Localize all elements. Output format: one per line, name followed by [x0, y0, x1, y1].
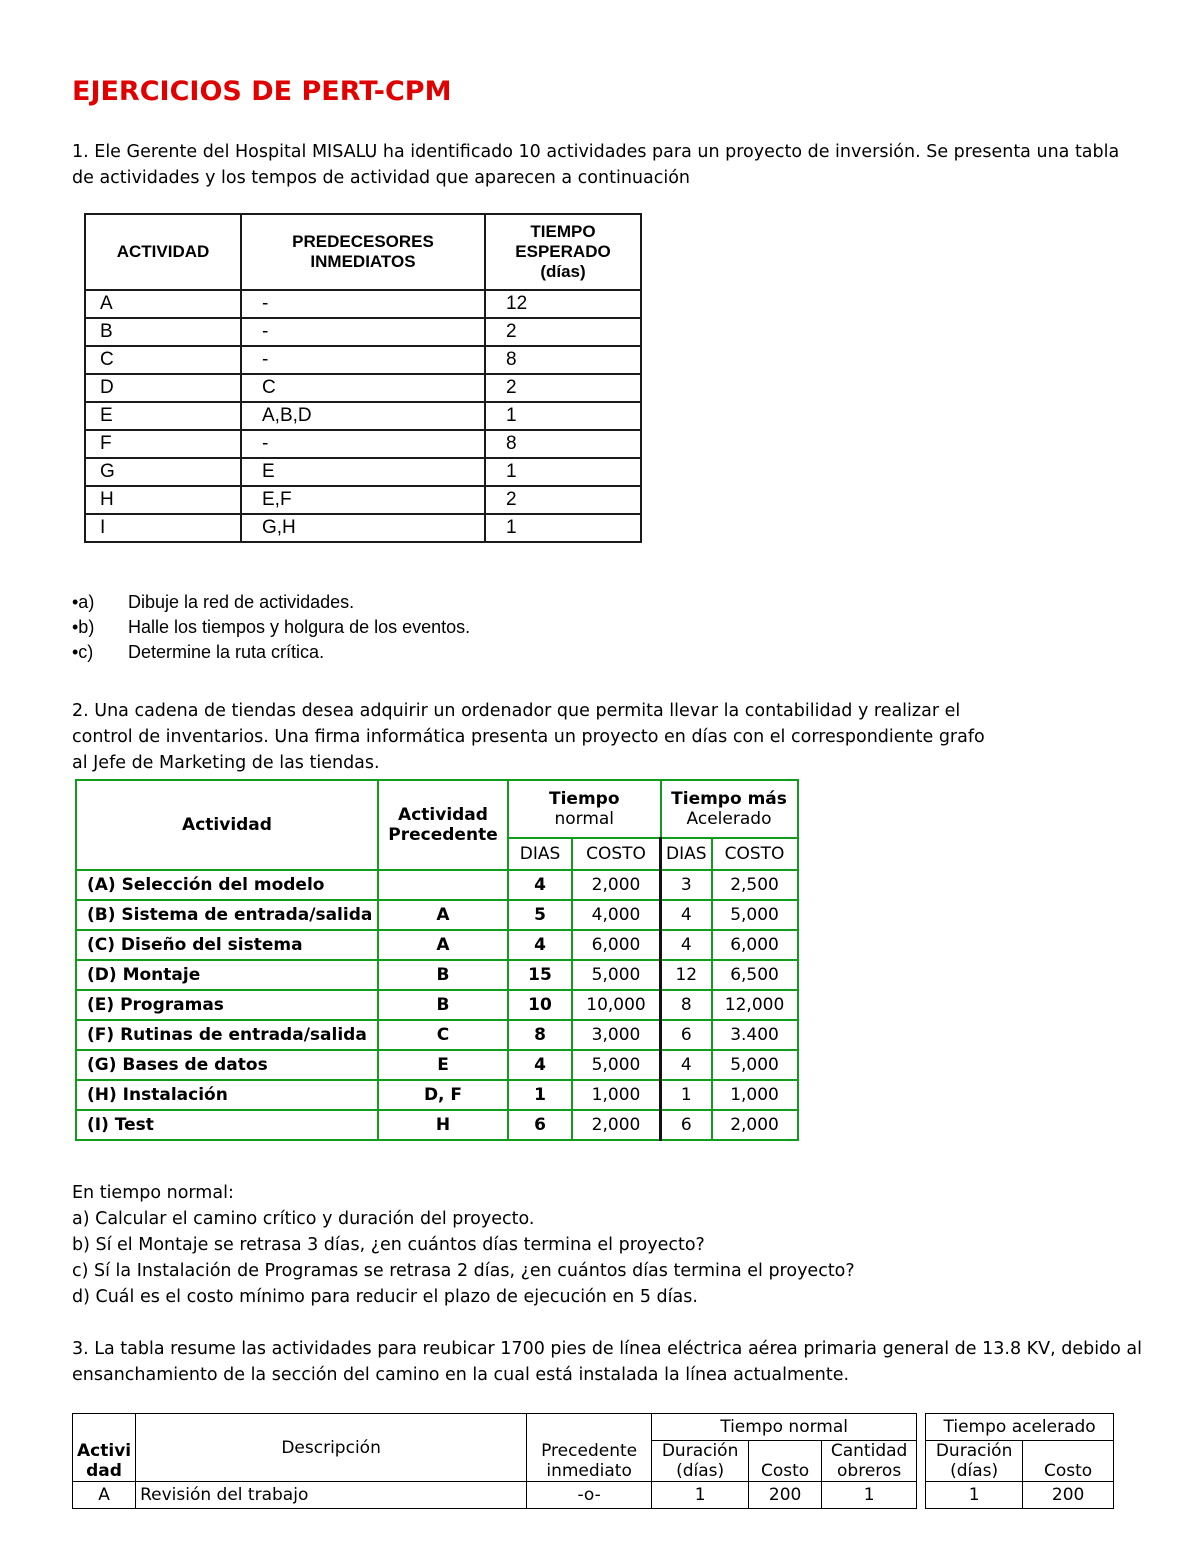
ex3-header-descripcion	[136, 1414, 527, 1482]
ex3-header-text: inmediato	[546, 1460, 632, 1481]
ex1-cell-pred: E,F	[241, 486, 485, 514]
ex2-intro-line: 2. Una cadena de tiendas desea adquirir un ordenador que permita llevar la contabilidad y realizar el	[72, 701, 961, 721]
table-row	[73, 1482, 1114, 1509]
ex3-header-tiempo-normal: Tiempo normal	[652, 1414, 917, 1441]
ex1-cell-time: 1	[485, 514, 641, 542]
table-row	[85, 290, 641, 318]
ex2-header-text: Actividad	[398, 805, 488, 825]
ex2-cell-nc: 10,000	[572, 990, 661, 1020]
ex2-cell-pred: H	[378, 1110, 508, 1140]
ex2-intro-line: control de inventarios. Una firma informática presenta un proyecto en días con el correspondiente grafo	[72, 727, 985, 747]
list-item	[72, 640, 470, 665]
ex2-cell-ac: 5,000	[712, 900, 798, 930]
ex3-header-actividad	[73, 1414, 136, 1482]
table-row	[85, 486, 641, 514]
ex2-cell-name: (E) Programas	[76, 990, 378, 1020]
ex1-header-actividad: ACTIVIDAD	[85, 214, 241, 290]
ex2-cell-ac: 6,000	[712, 930, 798, 960]
ex1-cell-act: A	[85, 290, 241, 318]
ex2-header-costo: COSTO	[572, 838, 661, 870]
table-row	[76, 1020, 798, 1050]
ex2-cell-name: (F) Rutinas de entrada/salida	[76, 1020, 378, 1050]
ex3-intro-line: ensanchamiento de la sección del camino en la cual está instalada la línea actualmente.	[72, 1365, 850, 1385]
ex2-activity-table	[75, 779, 799, 1141]
table-row	[85, 430, 641, 458]
ex2-header-text: Tiempo	[548, 789, 620, 809]
ex2-cell-ad: 1	[661, 1080, 712, 1110]
ex1-q-text: Dibuje la red de actividades.	[128, 592, 355, 612]
ex2-cell-name: (I) Test	[76, 1110, 378, 1140]
table-row	[85, 402, 641, 430]
ex3-header-duracion-acel	[926, 1441, 1023, 1482]
ex1-cell-act: G	[85, 458, 241, 486]
ex1-cell-pred: -	[241, 318, 485, 346]
ex2-cell-nc: 2,000	[572, 1110, 661, 1140]
ex2-cell-nc: 4,000	[572, 900, 661, 930]
ex2-cell-name: (C) Diseño del sistema	[76, 930, 378, 960]
ex1-cell-time: 2	[485, 374, 641, 402]
ex1-intro	[72, 139, 1119, 191]
ex2-header-costo: COSTO	[712, 838, 798, 870]
ex3-header-text: Duración	[661, 1441, 739, 1461]
ex1-q-letter: •b)	[72, 617, 95, 637]
ex1-cell-pred: G,H	[241, 514, 485, 542]
ex1-cell-act: I	[85, 514, 241, 542]
ex1-cell-act: C	[85, 346, 241, 374]
ex2-cell-pred: B	[378, 990, 508, 1020]
ex1-cell-time: 8	[485, 346, 641, 374]
ex2-cell-nd: 5	[508, 900, 572, 930]
ex3-header-text: Costo	[761, 1461, 810, 1481]
ex2-cell-ad: 4	[661, 900, 712, 930]
ex2-header-dias: DIAS	[661, 838, 712, 870]
ex2-cell-nc: 5,000	[572, 960, 661, 990]
ex2-cell-ad: 4	[661, 1050, 712, 1080]
ex1-cell-pred: A,B,D	[241, 402, 485, 430]
ex3-header-duracion	[652, 1441, 749, 1482]
ex2-cell-ac: 12,000	[712, 990, 798, 1020]
table-row	[76, 1050, 798, 1080]
ex2-header-text: Precedente	[388, 825, 498, 845]
ex3-header-text: dad	[86, 1460, 122, 1481]
ex3-header-text: (días)	[950, 1461, 999, 1481]
ex3-cell-adur: 1	[926, 1482, 1023, 1509]
ex3-header-text: (días)	[676, 1461, 725, 1481]
ex1-intro-line: de actividades y los tempos de actividad que aparecen a continuación	[72, 168, 691, 188]
ex2-cell-ac: 5,000	[712, 1050, 798, 1080]
ex2-header-actividad: Actividad	[76, 780, 378, 870]
ex1-questions	[72, 590, 470, 665]
ex2-header-text: Acelerado	[686, 809, 772, 829]
ex3-header-tiempo-acelerado: Tiempo acelerado	[926, 1414, 1114, 1441]
ex2-cell-ac: 6,500	[712, 960, 798, 990]
ex2-cell-pred: B	[378, 960, 508, 990]
ex3-cell-costo: 200	[749, 1482, 822, 1509]
ex1-cell-pred: C	[241, 374, 485, 402]
ex1-cell-pred: -	[241, 430, 485, 458]
ex1-q-letter: •a)	[72, 592, 95, 612]
ex3-activity-table	[72, 1413, 1114, 1509]
ex1-q-text: Halle los tiempos y holgura de los eventos.	[128, 617, 471, 637]
ex3-cell-prec: -o-	[527, 1482, 652, 1509]
ex2-cell-nd: 8	[508, 1020, 572, 1050]
ex3-header-precedente	[527, 1414, 652, 1482]
ex2-cell-name: (G) Bases de datos	[76, 1050, 378, 1080]
ex2-cell-nd: 1	[508, 1080, 572, 1110]
ex2-cell-pred: A	[378, 900, 508, 930]
ex2-header-precedente	[378, 780, 508, 870]
ex2-cell-nc: 1,000	[572, 1080, 661, 1110]
table-row	[85, 318, 641, 346]
ex3-header-text: Descripción	[281, 1437, 381, 1458]
ex3-cell-act: A	[73, 1482, 136, 1509]
ex2-cell-pred: E	[378, 1050, 508, 1080]
ex2-header-text: normal	[554, 809, 615, 829]
ex3-header-costo-acel	[1023, 1441, 1114, 1482]
ex2-cell-nd: 4	[508, 1050, 572, 1080]
ex2-cell-ac: 3.400	[712, 1020, 798, 1050]
ex1-q-letter: •c)	[72, 642, 94, 662]
ex3-header-text: obreros	[837, 1461, 902, 1481]
table-row	[76, 1080, 798, 1110]
ex1-activity-table	[84, 213, 642, 543]
ex2-cell-pred: D, F	[378, 1080, 508, 1110]
ex2-cell-nc: 6,000	[572, 930, 661, 960]
ex2-cell-ad: 12	[661, 960, 712, 990]
ex3-header-text: Activi	[77, 1440, 132, 1461]
table-row	[76, 930, 798, 960]
ex1-cell-act: H	[85, 486, 241, 514]
ex3-header-text: Precedente	[541, 1440, 638, 1461]
ex1-cell-time: 1	[485, 402, 641, 430]
ex1-cell-time: 2	[485, 486, 641, 514]
table-row	[76, 990, 798, 1020]
table-row	[85, 346, 641, 374]
ex2-cell-ac: 2,000	[712, 1110, 798, 1140]
ex2-cell-nc: 3,000	[572, 1020, 661, 1050]
table-row	[85, 514, 641, 542]
ex2-cell-nd: 15	[508, 960, 572, 990]
ex3-intro-line: 3. La tabla resume las actividades para reubicar 1700 pies de línea eléctrica aérea primaria general de 13.8 KV, debido al	[72, 1339, 1143, 1359]
ex3-intro	[72, 1336, 1142, 1388]
ex3-header-text: Costo	[1044, 1461, 1093, 1481]
table-row	[76, 960, 798, 990]
ex2-intro-line: al Jefe de Marketing de las tiendas.	[72, 753, 380, 773]
ex3-cell-desc: Revisión del trabajo	[136, 1482, 527, 1509]
list-item: b) Sí el Montaje se retrasa 3 días, ¿en cuántos días termina el proyecto?	[72, 1235, 705, 1255]
ex3-spacer	[917, 1414, 926, 1509]
ex1-header-predecesores: PREDECESORES INMEDIATOS	[241, 214, 485, 290]
ex2-cell-ad: 6	[661, 1110, 712, 1140]
ex3-header-text: Cantidad	[830, 1441, 908, 1461]
ex2-cell-nd: 4	[508, 870, 572, 900]
ex3-cell-dur: 1	[652, 1482, 749, 1509]
list-item	[72, 615, 470, 640]
ex1-cell-pred: -	[241, 346, 485, 374]
ex2-cell-name: (A) Selección del modelo	[76, 870, 378, 900]
ex2-cell-nc: 2,000	[572, 870, 661, 900]
ex1-cell-act: E	[85, 402, 241, 430]
list-item: d) Cuál es el costo mínimo para reducir el plazo de ejecución en 5 días.	[72, 1287, 698, 1307]
ex1-cell-act: D	[85, 374, 241, 402]
table-row	[76, 900, 798, 930]
ex3-cell-acosto: 200	[1023, 1482, 1114, 1509]
ex2-cell-ad: 8	[661, 990, 712, 1020]
ex2-intro	[72, 698, 985, 776]
ex2-cell-name: (H) Instalación	[76, 1080, 378, 1110]
list-item: c) Sí la Instalación de Programas se retrasa 2 días, ¿en cuántos días termina el proyecto?	[72, 1261, 855, 1281]
ex1-q-text: Determine la ruta crítica.	[128, 642, 325, 662]
ex2-cell-ad: 3	[661, 870, 712, 900]
ex2-questions	[72, 1180, 855, 1310]
ex2-header-acelerado	[661, 780, 798, 838]
ex2-cell-ad: 6	[661, 1020, 712, 1050]
table-row	[85, 458, 641, 486]
ex2-cell-ad: 4	[661, 930, 712, 960]
list-item: a) Calcular el camino crítico y duración del proyecto.	[72, 1209, 535, 1229]
ex1-cell-time: 12	[485, 290, 641, 318]
ex3-header-costo	[749, 1441, 822, 1482]
ex1-cell-pred: E	[241, 458, 485, 486]
ex2-cell-name: (B) Sistema de entrada/salida	[76, 900, 378, 930]
ex2-cell-nd: 10	[508, 990, 572, 1020]
list-item	[72, 590, 470, 615]
ex1-cell-pred: -	[241, 290, 485, 318]
ex2-cell-ac: 1,000	[712, 1080, 798, 1110]
ex2-cell-nd: 4	[508, 930, 572, 960]
ex2-cell-pred: A	[378, 930, 508, 960]
ex1-cell-time: 1	[485, 458, 641, 486]
ex2-cell-nd: 6	[508, 1110, 572, 1140]
ex2-cell-ac: 2,500	[712, 870, 798, 900]
ex1-intro-line: 1. Ele Gerente del Hospital MISALU ha identificado 10 actividades para un proyecto de inversión. Se presenta una tabla	[72, 142, 1120, 162]
ex2-questions-header: En tiempo normal:	[72, 1183, 234, 1203]
page-title: EJERCICIOS DE PERT-CPM	[72, 76, 452, 107]
ex1-cell-act: B	[85, 318, 241, 346]
table-row	[76, 1110, 798, 1140]
ex2-cell-pred: C	[378, 1020, 508, 1050]
ex1-cell-time: 2	[485, 318, 641, 346]
ex1-cell-act: F	[85, 430, 241, 458]
ex1-cell-time: 8	[485, 430, 641, 458]
ex2-header-dias: DIAS	[508, 838, 572, 870]
ex3-header-text: Duración	[935, 1441, 1013, 1461]
ex1-header-tiempo: TIEMPO ESPERADO (días)	[485, 214, 641, 290]
table-row	[76, 870, 798, 900]
ex2-cell-name: (D) Montaje	[76, 960, 378, 990]
ex3-cell-cant: 1	[822, 1482, 917, 1509]
table-row	[85, 374, 641, 402]
ex2-header-normal	[508, 780, 661, 838]
ex3-header-cantidad	[822, 1441, 917, 1482]
ex2-cell-nc: 5,000	[572, 1050, 661, 1080]
ex2-cell-pred	[378, 870, 508, 900]
ex2-header-text: Tiempo más	[671, 789, 787, 809]
